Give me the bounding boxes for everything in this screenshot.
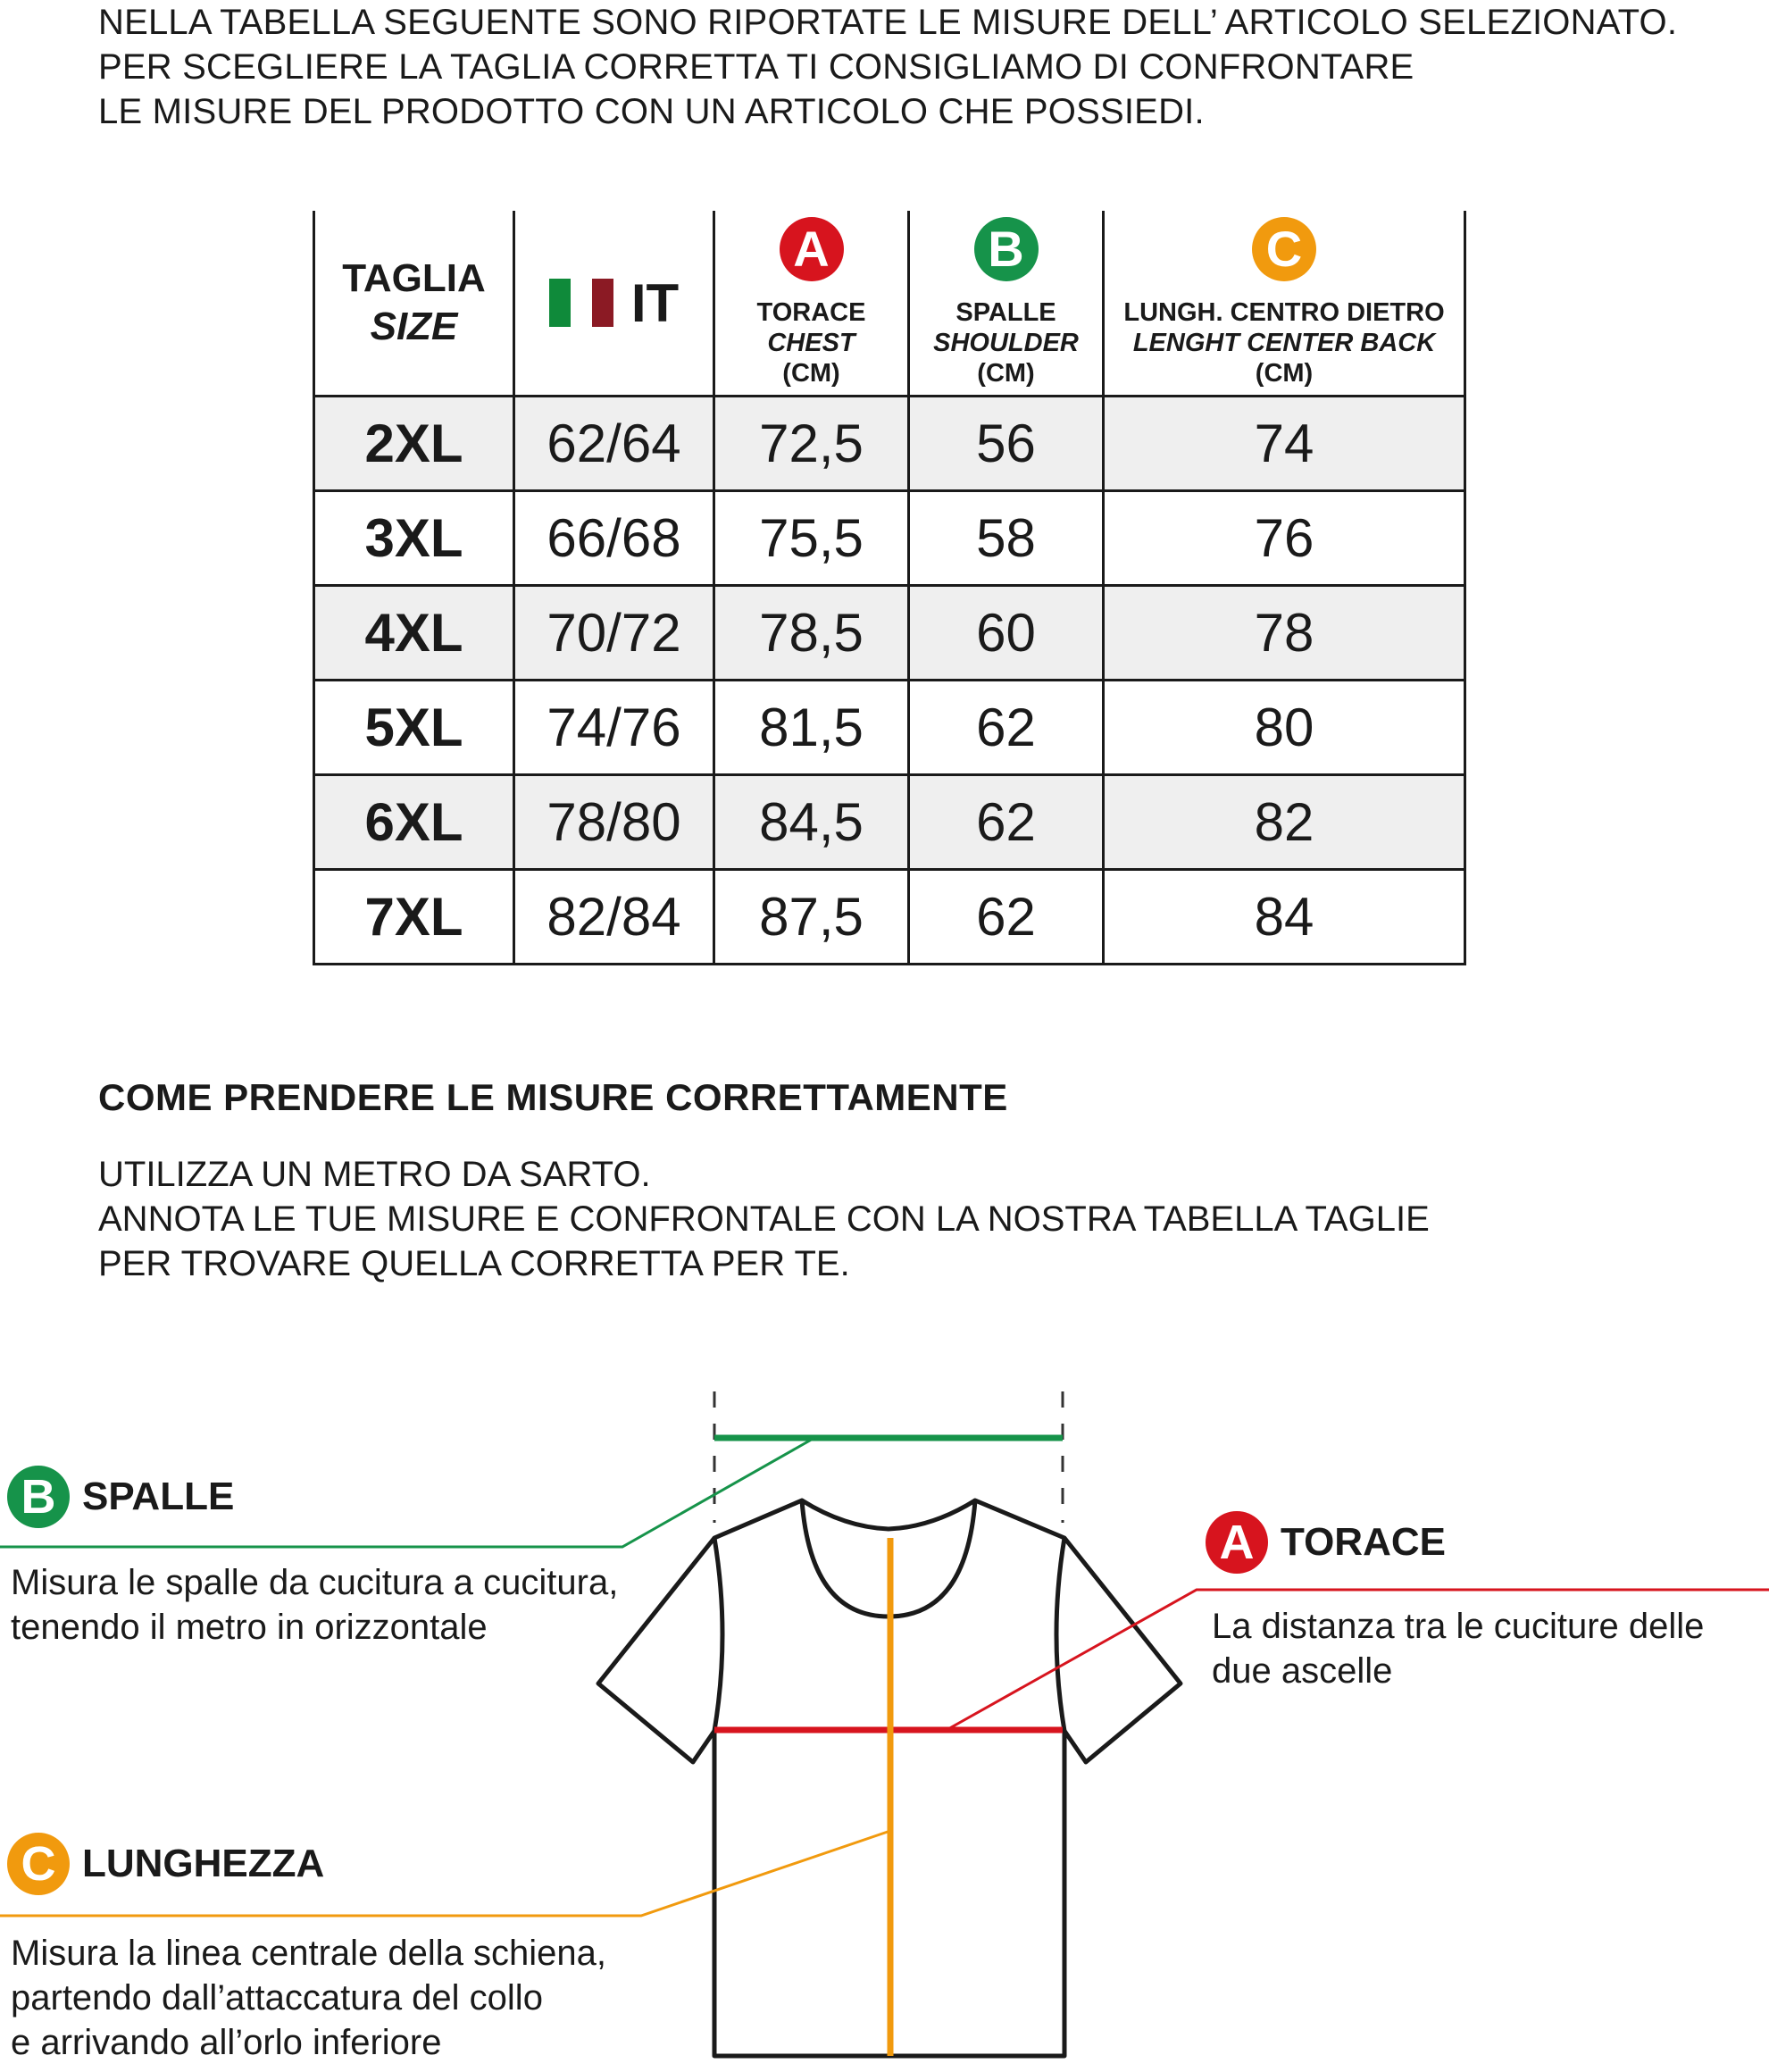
lunghezza-line: Misura la linea centrale della schiena, (11, 1934, 607, 1973)
length-header-unit: (CM) (1255, 359, 1314, 388)
shoulder-cell: 58 (909, 491, 1104, 586)
badge-b-icon: B (7, 1466, 70, 1528)
shoulder-header-main: SPALLE (955, 298, 1056, 327)
length-cell: 78 (1104, 586, 1465, 681)
lunghezza-line: partendo dall’attaccatura del collo (11, 1978, 543, 2018)
right-sleeve-seam (1056, 1538, 1064, 1731)
size-cell: 7XL (314, 870, 514, 965)
spalle-line: Misura le spalle da cucitura a cucitura, (11, 1563, 619, 1602)
intro-line: NELLA TABELLA SEGUENTE SONO RIPORTATE LE MISURE DELL’ ARTICOLO SELEZIONATO. (98, 3, 1678, 42)
it-cell: 74/76 (514, 681, 714, 775)
length-cell: 80 (1104, 681, 1465, 775)
lunghezza-line: e arrivando all’orlo inferiore (11, 2023, 442, 2062)
shoulder-cell: 62 (909, 681, 1104, 775)
torace-description (1212, 1604, 1704, 1693)
shoulder-cell: 62 (909, 870, 1104, 965)
shoulder-cell: 62 (909, 775, 1104, 870)
spalle-title: SPALLE (82, 1475, 235, 1518)
chest-cell: 81,5 (714, 681, 909, 775)
lunghezza-description (11, 1931, 606, 2065)
it-cell: 82/84 (514, 870, 714, 965)
it-cell: 62/64 (514, 397, 714, 491)
spalle-description (11, 1560, 618, 1650)
chest-header-main: TORACE (756, 298, 866, 327)
length-header-sub: LENGHT CENTER BACK (1132, 329, 1436, 357)
length-header-main: LUNGH. CENTRO DIETRO (1123, 298, 1445, 327)
torace-title: TORACE (1281, 1520, 1446, 1564)
chest-header-unit: (CM) (782, 359, 840, 388)
left-sleeve-seam (714, 1538, 722, 1731)
chest-cell: 84,5 (714, 775, 909, 870)
badge-a-icon: A (1206, 1511, 1268, 1574)
tshirt-neckline (802, 1500, 975, 1529)
shoulder-cell: 60 (909, 586, 1104, 681)
shoulder-header-unit: (CM) (977, 359, 1035, 388)
lunghezza-label (7, 1833, 324, 1895)
shoulder-cell: 56 (909, 397, 1104, 491)
intro-line: LE MISURE DEL PRODOTTO CON UN ARTICOLO CHE POSSIEDI. (98, 92, 1205, 131)
shoulder-header-sub: SHOULDER (933, 329, 1079, 357)
badge-b-icon: B (974, 217, 1039, 281)
chest-header-sub: CHEST (767, 329, 855, 357)
it-header-label: IT (630, 272, 680, 333)
size-header-main: TAGLIA (342, 256, 486, 300)
size-cell: 3XL (314, 491, 514, 586)
length-cell: 76 (1104, 491, 1465, 586)
spalle-line: tenendo il metro in orizzontale (11, 1608, 488, 1647)
size-header-sub: SIZE (370, 305, 458, 348)
chest-cell: 87,5 (714, 870, 909, 965)
size-cell: 2XL (314, 397, 514, 491)
how-to-measure-title: COME PRENDERE LE MISURE CORRETTAMENTE (98, 1076, 1008, 1118)
badge-a-icon: A (780, 217, 844, 281)
length-cell: 84 (1104, 870, 1465, 965)
how-line: UTILIZZA UN METRO DA SARTO. (98, 1155, 651, 1194)
torace-line: La distanza tra le cuciture delle (1212, 1607, 1705, 1646)
how-line: PER TROVARE QUELLA CORRETTA PER TE. (98, 1244, 850, 1283)
lunghezza-title: LUNGHEZZA (82, 1842, 325, 1885)
torace-line: due ascelle (1212, 1651, 1393, 1691)
badge-c-icon: C (1252, 217, 1316, 281)
intro-line: PER SCEGLIERE LA TAGLIA CORRETTA TI CONSIGLIAMO DI CONFRONTARE (98, 47, 1414, 87)
size-cell: 6XL (314, 775, 514, 870)
size-cell: 4XL (314, 586, 514, 681)
it-cell: 70/72 (514, 586, 714, 681)
badge-c-icon: C (7, 1833, 70, 1895)
spalle-label (7, 1466, 234, 1528)
chest-cell: 75,5 (714, 491, 909, 586)
size-cell: 5XL (314, 681, 514, 775)
chest-cell: 78,5 (714, 586, 909, 681)
length-cell: 74 (1104, 397, 1465, 491)
torace-label (1206, 1511, 1446, 1574)
chest-cell: 72,5 (714, 397, 909, 491)
how-line: ANNOTA LE TUE MISURE E CONFRONTALE CON LA NOSTRA TABELLA TAGLIE (98, 1199, 1430, 1239)
it-cell: 78/80 (514, 775, 714, 870)
it-cell: 66/68 (514, 491, 714, 586)
length-cell: 82 (1104, 775, 1465, 870)
